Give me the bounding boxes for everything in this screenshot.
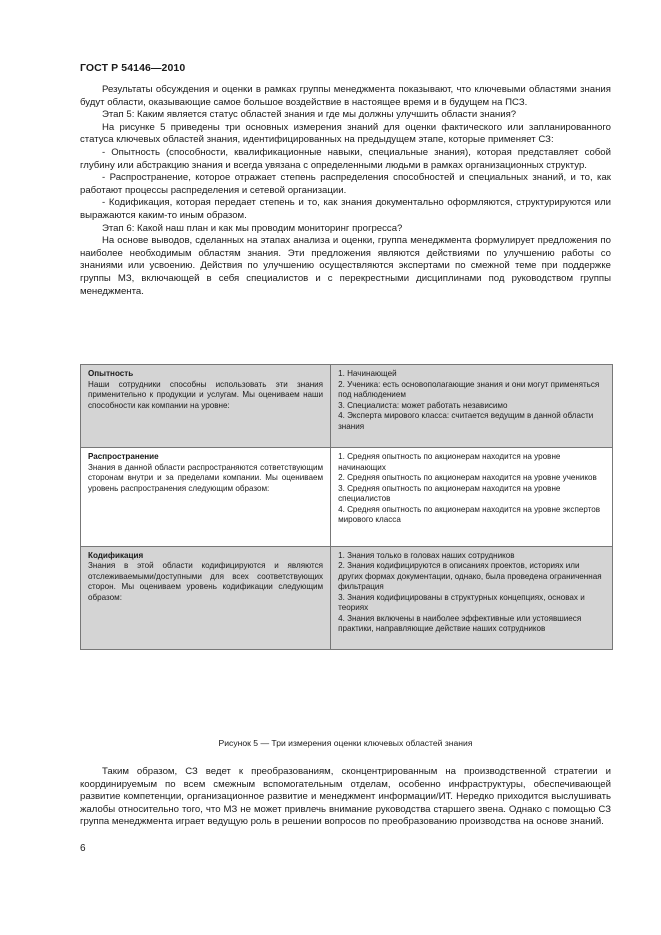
paragraph: Таким образом, СЗ ведет к преобразованиям, сконцентрированным на производственной стратегии и координируемым по всем смежным вспомогательным отделам, особенно инфраструктуры, обеспечивающей развитие компетенции, организационное развитие и менеджмент информации/ИТ. Нередко приходится выслушивать жалобы относительно того, что МЗ не может привлечь внимание руководства старшего звена. Однако с помощью СЗ группа менеджмента играет ведущую роль в решении вопросов по преобразованию производства на основе знаний. — [80, 766, 611, 828]
paragraph: На рисунке 5 приведены три основных измерения знаний для оценки фактического или запланированного статуса ключевых областей знания, идентифицированных на предыдущем этапе, которые применяет СЗ: — [80, 121, 611, 146]
table-row — [81, 448, 613, 547]
closing-text — [80, 766, 611, 829]
body-text — [80, 84, 611, 298]
level-item: 3. Знания кодифицированы в структурных концепциях, основах и теориях — [338, 592, 585, 612]
levels-cell — [331, 448, 613, 547]
levels-cell — [331, 365, 613, 448]
level-item: 2. Ученика: есть основополагающие знания и они могут применяться под наблюдением — [338, 379, 600, 399]
level-item: 4. Средняя опытность по акционерам находится на уровне экспертов мирового класса — [338, 504, 601, 524]
page-number: 6 — [80, 843, 86, 854]
figure-caption: Рисунок 5 — Три измерения оценки ключевых областей знания — [218, 738, 473, 748]
paragraph: Результаты обсуждения и оценки в рамках группы менеджмента показывают, что ключевыми областями знания будут области, оказывающие самое большое воздействие в настоящее время и в будущем на ПСЗ. — [80, 84, 611, 108]
table-row — [81, 546, 613, 649]
dimension-title: Распространение — [88, 452, 159, 461]
dimension-description: Знания в этой области кодифицируются и являются отслеживаемыми/доступными для всех соответствующих сторон. Мы оцениваем уровень кодификации следующим образом: — [88, 561, 324, 602]
level-item: 4. Эксперта мирового класса: считается ведущим в данной области знания — [338, 411, 594, 431]
knowledge-dimensions-table — [80, 364, 613, 650]
level-item: 3. Средняя опытность по акционерам находится на уровне специалистов — [338, 483, 561, 503]
paragraph: - Распространение, которое отражает степень распределения способностей и специальных знаний, и то, как работают процессы распределения и сетевой организации. — [80, 172, 611, 196]
paragraph: На основе выводов, сделанных на этапах анализа и оценки, группа менеджмента формулирует предложения по наиболее необходимым областям знания. Эти предложения являются действиями по улучшению работы со знаниями или усвоению. Действия по улучшению осуществляются экспертами по смежной теме при поддержке группы МЗ, включающей в себя специалистов и с перекрестными дисциплинами под руководством группы менеджмента. — [80, 235, 611, 297]
level-item: 4. Знания включены в наиболее эффективные или устоявшиеся практики, направляющие действие наших сотрудников — [338, 613, 582, 633]
level-item: 3. Специалиста: может работать независимо — [338, 400, 508, 410]
dimension-cell — [81, 448, 331, 547]
dimension-title: Опытность — [88, 369, 134, 378]
paragraph: Этап 5: Каким является статус областей знания и где мы должны улучшить области знания? — [102, 109, 517, 121]
dimension-cell — [81, 546, 331, 649]
level-item: 1. Начинающей — [338, 369, 397, 378]
paragraph: - Кодификация, которая передает степень и то, как знания документально оформляются, структурируются или выражаются каким-то иным образом. — [80, 197, 611, 221]
level-item: 2. Знания кодифицируются в описаниях проектов, историях или других формах документации, однако, была проведена ограниченная фильтрация — [338, 561, 602, 591]
dimension-description: Наши сотрудники способны использовать эти знания применительно к продукции и услугам. Мы оцениваем наши способности как компании на уровне: — [88, 379, 324, 410]
paragraph: Этап 6: Какой наш план и как мы проводим мониторинг прогресса? — [102, 222, 403, 234]
level-item: 2. Средняя опытность по акционерам находится на уровне учеников — [338, 473, 597, 482]
dimension-description: Знания в данной области распространяются сответствующим сторонам внутри и за пределами компании. Мы оцениваем уровень распространения следующим образом: — [88, 462, 324, 493]
dimension-title: Кодификация — [88, 550, 144, 560]
dimension-cell — [81, 365, 331, 448]
paragraph: - Опытность (способности, квалификационные навыки, специальные знания), которая представляет собой глубину или абстракцию знания и всегда увязана с определенными людьми в рамках организационных структур. — [80, 146, 611, 171]
levels-cell — [331, 546, 613, 649]
level-item: 1. Средняя опытность по акционерам находится на уровне начинающих — [338, 452, 561, 472]
document-header: ГОСТ Р 54146—2010 — [80, 62, 186, 74]
level-item: 1. Знания только в головах наших сотрудников — [338, 550, 515, 560]
table-row — [81, 365, 613, 448]
